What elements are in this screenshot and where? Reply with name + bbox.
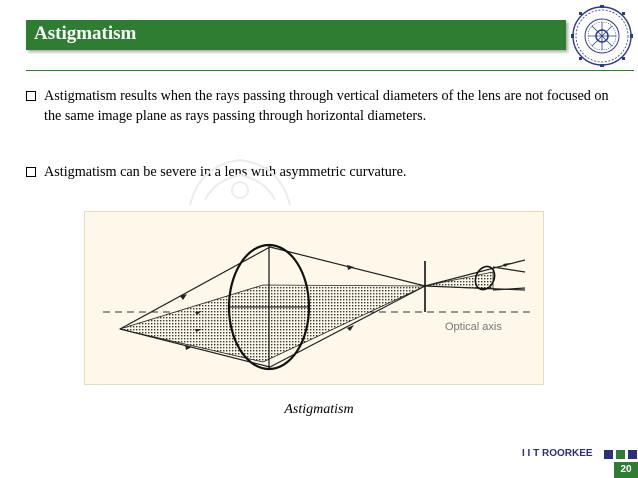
- brand-square-icon: [604, 450, 613, 459]
- watermark-seal-icon: [170, 145, 310, 220]
- page-number: 20: [614, 462, 638, 478]
- astigmatism-diagram: [85, 212, 543, 384]
- brand-text: I I T ROORKEE: [522, 448, 593, 459]
- slide-title: Astigmatism: [34, 23, 137, 44]
- brand-square-icon: [628, 450, 637, 459]
- astigmatism-figure: [84, 211, 544, 385]
- iit-roorkee-seal-icon: [570, 4, 634, 68]
- brand-square-icon: [616, 450, 625, 459]
- title-bar: [26, 20, 566, 50]
- footer-brand: [470, 448, 638, 462]
- square-bullet-icon: [26, 167, 36, 177]
- square-bullet-icon: [26, 91, 36, 101]
- header-rule: [26, 70, 634, 71]
- optical-axis-label: Optical axis: [445, 321, 502, 333]
- bullet-text: Astigmatism can be severe in a lens with asymmetric curvature.: [44, 164, 407, 180]
- bullet-item: [26, 86, 626, 126]
- figure-caption: Astigmatism: [284, 402, 354, 417]
- bullet-text: Astigmatism results when the rays passing through vertical diameters of the lens are not focused on the same image plane as rays passing through horizontal diameters.: [44, 88, 609, 124]
- bullet-item: [26, 162, 626, 182]
